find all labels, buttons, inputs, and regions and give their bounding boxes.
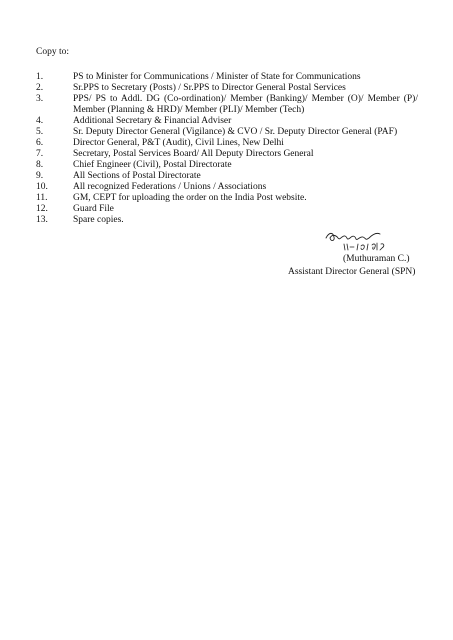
list-item <box>36 138 418 149</box>
item-text: Sr. Deputy Director General (Vigilance) & CVO / Sr. Deputy Director General (PAF) <box>73 127 398 137</box>
list-item <box>36 83 418 94</box>
copy-to-heading: Copy to: <box>36 47 69 57</box>
item-text: PS to Minister for Communications / Minister of State for Communications <box>73 72 361 82</box>
list-item <box>36 182 418 193</box>
item-number: 6. <box>36 138 44 148</box>
item-number: 10. <box>36 182 48 192</box>
item-text: PPS/ PS to Addl. DG (Co-ordination)/ Member (Banking)/ Member (O)/ Member (P)/ Member (Planning & HRD)/ Member (PLI)/ Member (Tech) <box>73 94 418 115</box>
item-text: Secretary, Postal Services Board/ All Deputy Directors General <box>73 149 314 159</box>
item-text: Chief Engineer (Civil), Postal Directorate <box>73 160 232 170</box>
item-number: 3. <box>36 94 44 104</box>
list-item <box>36 127 418 138</box>
recipient-list <box>36 72 418 226</box>
item-text: Director General, P&T (Audit), Civil Lines, New Delhi <box>73 138 284 148</box>
item-number: 9. <box>36 171 44 181</box>
item-text: Additional Secretary & Financial Adviser <box>73 116 232 126</box>
list-item <box>36 215 418 226</box>
list-item <box>36 94 418 116</box>
item-text: Sr.PPS to Secretary (Posts) / Sr.PPS to Director General Postal Services <box>73 83 346 93</box>
item-text: All recognized Federations / Unions / Associations <box>73 182 267 192</box>
item-number: 13. <box>36 215 48 225</box>
list-item <box>36 116 418 127</box>
item-number: 2. <box>36 83 44 93</box>
item-number: 4. <box>36 116 44 126</box>
item-text: GM, CEPT for uploading the order on the India Post website. <box>73 193 307 203</box>
item-text: Guard File <box>73 204 114 214</box>
list-item <box>36 204 418 215</box>
list-item <box>36 171 418 182</box>
list-item <box>36 72 418 83</box>
item-number: 12. <box>36 204 48 214</box>
item-number: 7. <box>36 149 44 159</box>
item-text: Spare copies. <box>73 215 124 225</box>
list-item <box>36 160 418 171</box>
handwritten-signature <box>324 226 394 254</box>
list-item <box>36 193 418 204</box>
list-item <box>36 149 418 160</box>
item-number: 11. <box>36 193 48 203</box>
signatory-name: (Muthuraman C.) <box>343 254 410 264</box>
item-text: All Sections of Postal Directorate <box>73 171 201 181</box>
signatory-designation: Assistant Director General (SPN) <box>288 267 416 277</box>
item-number: 5. <box>36 127 44 137</box>
item-number: 8. <box>36 160 44 170</box>
signature-block <box>288 226 428 306</box>
item-number: 1. <box>36 72 44 82</box>
